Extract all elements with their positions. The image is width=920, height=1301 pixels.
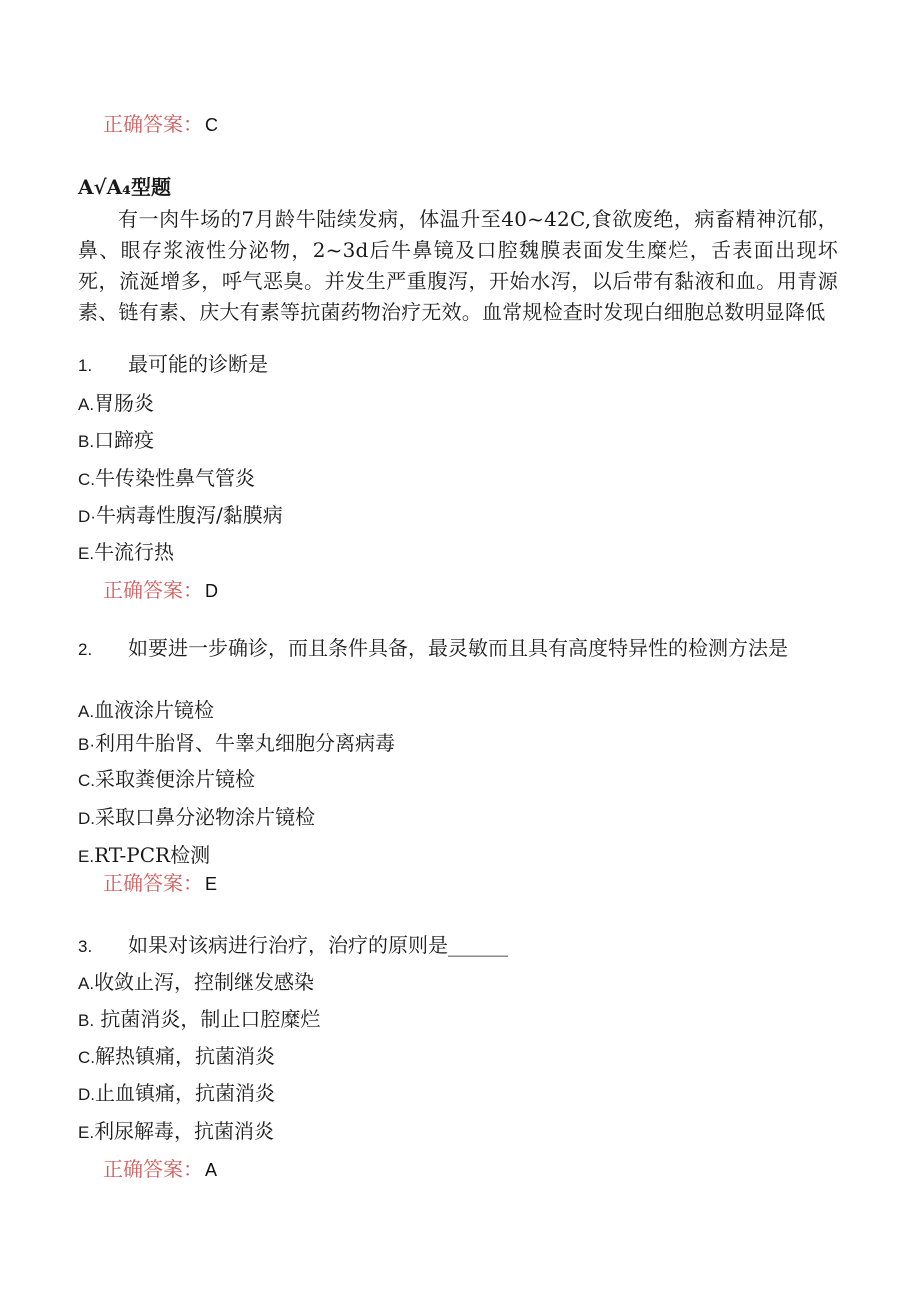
option-3a: A.收敛止泻，控制继发感染 bbox=[78, 970, 315, 994]
question-1 bbox=[78, 352, 268, 378]
option-2b: B·利用牛胎肾、牛睾丸细胞分离病毒 bbox=[78, 731, 395, 755]
answer-label: 正确答案： bbox=[103, 871, 203, 895]
question-number: 2. bbox=[78, 640, 93, 659]
option-3b: B. 抗菌消炎，制止口腔糜烂 bbox=[78, 1007, 321, 1031]
question-3 bbox=[78, 933, 508, 959]
option-3c: C.解热镇痛，抗菌消炎 bbox=[78, 1044, 275, 1068]
question-number: 3. bbox=[78, 937, 93, 956]
option-2e: E.RT-PCR检测 bbox=[78, 843, 211, 867]
option-1c: C.牛传染性鼻气管炎 bbox=[78, 466, 255, 490]
answer-line-3 bbox=[103, 1157, 217, 1182]
answer-value: D bbox=[205, 581, 218, 601]
answer-value: C bbox=[205, 115, 218, 135]
question-number: 1. bbox=[78, 356, 93, 375]
answer-label: 正确答案： bbox=[103, 112, 203, 136]
option-3d: D.止血镇痛，抗菌消炎 bbox=[78, 1081, 275, 1105]
option-1d: D·牛病毒性腹泻/黏膜病 bbox=[78, 503, 283, 527]
option-1e: E.牛流行热 bbox=[78, 540, 175, 564]
option-2a: A.血液涂片镜检 bbox=[78, 698, 215, 722]
answer-line-2 bbox=[103, 871, 217, 896]
question-text: 如果对该病进行治疗，治疗的原则是______ bbox=[128, 933, 508, 957]
answer-line-1 bbox=[103, 578, 218, 603]
option-1a: A.胃肠炎 bbox=[78, 391, 155, 415]
option-1b: B.口蹄疫 bbox=[78, 428, 155, 452]
option-2d: D.采取口鼻分泌物涂片镜检 bbox=[78, 805, 315, 829]
question-text: 如要进一步确诊，而且条件具备，最灵敏而且具有高度特异性的检测方法是 bbox=[128, 636, 788, 660]
answer-line-prev bbox=[103, 112, 218, 137]
section-title: A√A₄型题 bbox=[78, 175, 171, 199]
answer-label: 正确答案： bbox=[103, 578, 203, 602]
answer-label: 正确答案： bbox=[103, 1157, 203, 1181]
question-text: 最可能的诊断是 bbox=[128, 352, 268, 376]
option-2c: C.采取粪便涂片镜检 bbox=[78, 767, 255, 791]
case-stem: 有一肉牛场的7月龄牛陆续发病，体温升至40~42C,食欲废绝，病畜精神沉郁，鼻、眼存浆液性分泌物，2~3d后牛鼻镜及口腔魏膜表面发生糜烂，舌表面出现坏死，流涎增多，呼气恶臭。并发生严重腹泻，开始水泻，以后带有黏液和血。用青源素、链有素、庆大有素等抗菌药物治疗无效。血常规检查时发现白细胞总数明显降低 bbox=[78, 207, 838, 324]
answer-value: E bbox=[205, 874, 218, 894]
option-3e: E.利尿解毒，抗菌消炎 bbox=[78, 1119, 275, 1143]
answer-value: A bbox=[205, 1160, 218, 1180]
question-2 bbox=[78, 632, 838, 666]
